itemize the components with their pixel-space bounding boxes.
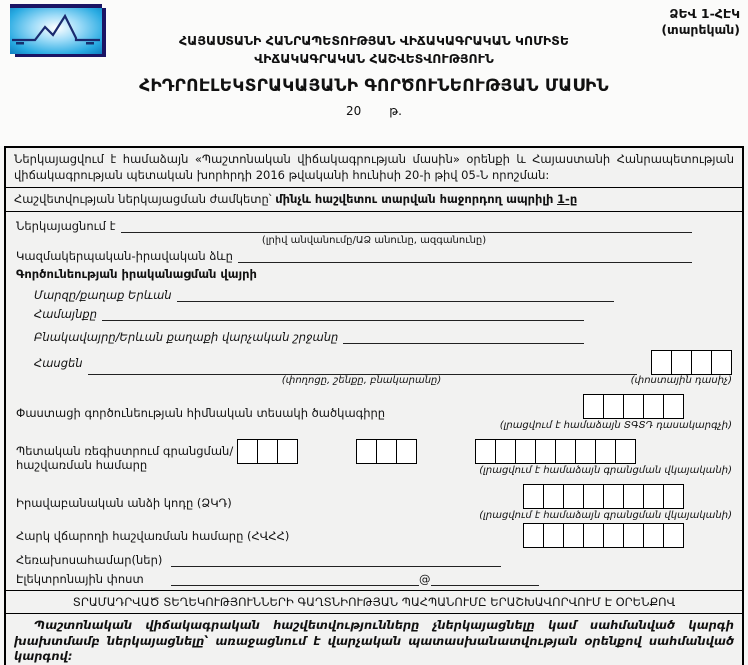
code-cell[interactable]	[555, 439, 576, 464]
code-cell[interactable]	[376, 439, 397, 464]
location-heading: Գործունեության իրականացման վայրի	[16, 267, 257, 282]
deadline-value-bold: մինչև հաշվետու տարվան հաջորդող ապրիլի	[275, 192, 554, 207]
code-cell[interactable]	[623, 484, 644, 509]
code-cell[interactable]	[603, 394, 624, 419]
registry-cell-groups	[237, 439, 684, 464]
org-name-line1: ՀԱՅԱՍՏԱՆԻ ՀԱՆՐԱՊԵՏՈՒԹՅԱՆ ՎԻՃԱԿԱԳՐԱԿԱՆ ԿՈՄԻՏԵ	[179, 33, 569, 48]
org-name-line2: ՎԻՃԱԿԱԳՐԱԿԱՆ ՀԱՇՎԵՏՎՈՒԹՅՈՒՆ	[254, 50, 494, 66]
email-at-symbol: @	[419, 572, 431, 587]
code-cell[interactable]	[595, 439, 616, 464]
activity-code-row	[16, 394, 732, 431]
code-cell[interactable]	[523, 484, 544, 509]
code-cell[interactable]	[515, 439, 536, 464]
code-cell[interactable]	[603, 523, 624, 548]
marz-row	[16, 287, 732, 302]
code-cell[interactable]	[563, 484, 584, 509]
code-cell[interactable]	[277, 439, 298, 464]
postal-caption: (փոստային դասիչ)	[630, 375, 732, 387]
deadline-value-underlined: 1-ը	[557, 192, 578, 207]
tin-cells	[523, 523, 684, 548]
registry-cells-group2	[356, 439, 417, 464]
presenter-row	[16, 218, 732, 233]
code-cell[interactable]	[623, 523, 644, 548]
code-cell[interactable]	[563, 523, 584, 548]
registry-right	[237, 439, 732, 476]
registry-cells-group3	[475, 439, 636, 464]
form-header	[0, 0, 748, 146]
code-cell[interactable]	[615, 439, 636, 464]
settlement-field[interactable]	[343, 329, 584, 344]
legal-code-right	[479, 484, 732, 521]
code-cell[interactable]	[623, 394, 644, 419]
code-cell[interactable]	[257, 439, 278, 464]
form-periodicity: (տարեկան)	[661, 22, 740, 38]
registry-label: Պետական ռեգիստրում գրանցման/հաշվառման համարը	[16, 443, 234, 472]
code-cell[interactable]	[603, 484, 624, 509]
code-cell[interactable]	[583, 484, 604, 509]
code-cell[interactable]	[583, 523, 604, 548]
registry-row	[16, 439, 732, 476]
settlement-row	[16, 329, 732, 344]
code-cell[interactable]	[523, 523, 544, 548]
phone-label: Հեռախոսահամար(ներ)	[16, 553, 163, 568]
marz-field[interactable]	[177, 287, 614, 302]
legal-code-cells	[523, 484, 684, 509]
year-line	[0, 104, 748, 118]
legal-code-caption: (լրացվում է համաձայն գրանցման վկայականի)	[479, 510, 732, 522]
activity-code-label: Փաստացի գործունեության հիմնական տեսակի ծածկագիրը	[16, 405, 386, 420]
code-cell[interactable]	[711, 350, 732, 375]
code-cell[interactable]	[691, 350, 712, 375]
code-cell[interactable]	[663, 484, 684, 509]
presenter-caption: (լրիվ անվանումը/ԱՁ անունը, ազգանունը)	[261, 235, 487, 247]
code-cell[interactable]	[543, 484, 564, 509]
community-field[interactable]	[102, 306, 584, 321]
legal-basis-paragraph: Ներկայացվում է համաձայն «Պաշտոնական վիճակագրության մասին» օրենքի և Հայաստանի Հանրապետության վիճակագրության պետական խորհրդի 2016 թվականի հունիսի 20-ի թիվ 05-Ն որոշման:	[6, 148, 742, 188]
org-name-block	[0, 32, 748, 67]
code-cell[interactable]	[643, 523, 664, 548]
tin-label: Հարկ վճարողի հաշվառման համարը (ՀՎՀՀ)	[16, 528, 290, 543]
email-local-field[interactable]	[171, 571, 419, 586]
code-cell[interactable]	[583, 394, 604, 419]
email-label: Էլեկտրոնային փոստ	[16, 572, 144, 587]
legal-code-label: Իրավաբանական անձի կոդը (ՁԿԴ)	[16, 495, 232, 510]
code-cell[interactable]	[663, 523, 684, 548]
form-body	[6, 212, 742, 591]
presenter-field[interactable]	[121, 218, 693, 233]
activity-code-caption: (լրացվում է համաձայն ՏԳՏԴ դասակարգչի)	[499, 420, 732, 432]
legal-form-label: Կազմակերպական-իրավական ձևը	[16, 249, 233, 264]
tin-right	[523, 523, 732, 548]
code-cell[interactable]	[575, 439, 596, 464]
activity-code-right	[500, 394, 732, 431]
deadline-label: Հաշվետվության ներկայացման ժամկետը՝	[14, 192, 272, 207]
year-prefix: 20	[346, 104, 362, 118]
form-code: ՁԵՎ 1-ՀԷԿ	[669, 6, 740, 21]
legal-form-field[interactable]	[238, 248, 692, 263]
settlement-label: Բնակավայրը/Երևան քաղաքի վարչական շրջանը	[34, 330, 339, 345]
registry-cells-group1	[237, 439, 298, 464]
address-label: Հասցեն	[34, 355, 83, 370]
form-main-box	[4, 146, 744, 665]
logo-top-bar	[10, 4, 102, 8]
presenter-label: Ներկայացնում է	[16, 219, 116, 234]
address-field[interactable]	[88, 360, 637, 375]
legal-code-row	[16, 484, 732, 521]
code-cell[interactable]	[237, 439, 258, 464]
phone-field[interactable]	[171, 552, 501, 567]
address-row	[16, 350, 732, 375]
registry-caption: (լրացվում է համաձայն գրանցման վկայականի)	[479, 465, 732, 477]
code-cell[interactable]	[651, 350, 672, 375]
phone-row	[16, 552, 732, 567]
tin-row	[16, 523, 732, 548]
year-suffix: թ.	[389, 104, 402, 118]
code-cell[interactable]	[356, 439, 377, 464]
address-captions-row	[16, 375, 732, 386]
code-cell[interactable]	[495, 439, 516, 464]
address-caption: (փողոցը, շենքը, բնակարանը)	[281, 375, 442, 387]
marz-label: Մարզը/քաղաք Երևան	[34, 288, 172, 303]
community-label: Համայնքը	[34, 307, 98, 322]
code-cell[interactable]	[543, 523, 564, 548]
page-title: ՀԻԴՐՈԷԼԵԿՏՐԱԿԱՅԱՆԻ ԳՈՐԾՈՒՆԵՈՒԹՅԱՆ ՄԱՍԻՆ	[139, 76, 609, 96]
code-cell[interactable]	[535, 439, 556, 464]
email-domain-field[interactable]	[431, 571, 539, 586]
code-cell[interactable]	[643, 484, 664, 509]
postal-code-cells	[651, 350, 732, 375]
code-cell[interactable]	[663, 394, 684, 419]
activity-code-cells	[583, 394, 684, 419]
confidentiality-notice: ՏՐԱՄԱԴՐՎԱԾ ՏԵՂԵԿՈՒԹՅՈՒՆՆԵՐԻ ԳԱՂՏՆԻՈՒԹՅԱՆ ՊԱՀՊԱՆՈՒՄԸ ԵՐԱՇԽԱՎՈՐՎՈՒՄ Է ՕՐԵՆՔՈՎ	[6, 591, 742, 614]
code-cell[interactable]	[671, 350, 692, 375]
community-row	[16, 306, 732, 321]
email-row	[16, 571, 732, 586]
code-cell[interactable]	[396, 439, 417, 464]
legal-form-row	[16, 248, 732, 263]
code-cell[interactable]	[475, 439, 496, 464]
deadline-line	[6, 188, 742, 212]
code-cell[interactable]	[643, 394, 664, 419]
warning-paragraph: Պաշտոնական վիճակագրական հաշվետվությունները չներկայացնելը կամ սահմանված կարգի խախտմամբ ներկայացնելը՝ առաջացնում է վարչական պատասխանատվության օրենքով սահմանված կարգով:	[14, 618, 734, 664]
